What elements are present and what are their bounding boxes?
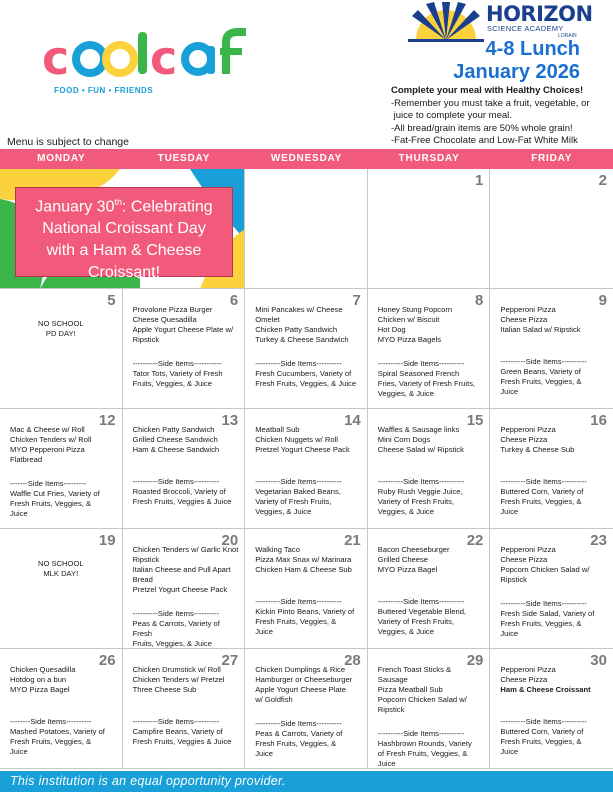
no-school-note [0,319,122,339]
side-item-line: Juice [500,747,519,756]
entree-list [500,665,597,695]
sunrise-icon [408,2,484,42]
entree-item: Cheese Salad w/ Ripstick [377,445,464,454]
promo-line: with a Ham & Cheese [46,242,202,260]
entree-list [378,665,474,715]
entree-item: Hamburger or Cheeseburger [255,675,353,684]
day-cell [368,409,491,529]
side-item-line: Ruby Rush Veggie Juice, [377,487,463,496]
entree-list [10,665,106,695]
side-items [500,357,609,397]
entree-item: Three Cheese Sub [132,685,197,694]
entree-item: Pepperoni Pizza [500,545,556,554]
day-number: 5 [107,292,116,309]
day-cell [490,169,613,289]
side-item-line: Fresh Side Salad, Variety of [500,609,595,618]
side-item-line: Variety of Fresh Fruits, [377,497,455,506]
croissant-day-banner [15,187,233,282]
day-number: 20 [221,532,239,549]
svg-text:c: c [42,31,70,84]
day-cell [0,409,123,529]
side-item-line: Fries, Variety of Fresh Fruits, [377,379,476,388]
day-number: 22 [466,532,484,549]
note-line: -Fat-Free Chocolate and Low-Fat White Milk [391,135,578,146]
day-cell [490,649,613,769]
side-items-header: ----------Side Items---------- [377,597,465,606]
day-cell [123,529,246,649]
day-number: 9 [598,292,607,309]
side-items [133,609,241,649]
entree-item: Turkey & Cheese Sub [500,445,575,454]
side-item-line: Buttered Vegetable Blend, [377,607,467,616]
side-items [500,599,609,639]
side-items-header: ----------Side Items---------- [255,477,342,486]
entree-item: Cheese Quesadilla [132,315,197,324]
entree-item: Walking Taco [255,545,300,554]
side-item-line: Fresh Fruits, Veggies, & [500,497,582,506]
day-cell [0,289,123,409]
no-school-line: PD DAY! [45,329,76,338]
side-items [255,477,363,517]
entree-item: Apple Yogurt Cheese Plate w/ [132,325,234,334]
day-number: 12 [98,412,116,429]
side-items [378,597,486,637]
entree-item: Bread [132,575,153,584]
entree-list [133,425,229,455]
day-cell [123,409,246,529]
entree-item: Chicken Tenders w/ Garlic Knot [132,545,239,554]
side-item-line: Tator Tots, Variety of Fresh [132,369,223,378]
entree-item: MYO Pizza Bagels [377,335,442,344]
day-number: 2 [598,172,607,189]
entree-item: Mac & Cheese w/ Roll [10,425,85,434]
entree-list [133,665,229,695]
entree-list [10,425,106,465]
entree-list [132,545,239,595]
side-item-line: Mashed Potatoes, Variety of [10,727,105,736]
entree-item: MYO Pizza Bagel [377,565,438,574]
side-item-line: Spiral Seasoned French [377,369,460,378]
side-item-line: Fresh Fruits, Veggies, & Juice [255,379,357,388]
entree-list [378,305,474,345]
week-row [0,289,613,409]
weekday-label: THURSDAY [398,153,460,164]
side-items [133,477,241,507]
entree-item: Mini Pancakes w/ Cheese [255,305,343,314]
side-item-line: Veggies, & Juice [377,389,434,398]
side-items [10,479,118,519]
entree-item: Chicken Dumplings & Rice [255,665,346,674]
entree-item: Italian Salad w/ Ripstick [500,325,581,334]
entree-list [500,545,597,585]
side-item-line: Fresh Fruits, Veggies, & [500,377,582,386]
day-number: 27 [221,652,239,669]
entree-item: Pepperoni Pizza [500,305,556,314]
side-item-line: Juice [255,627,273,636]
calendar-grid [0,169,613,769]
week-row [0,409,613,529]
side-item-line: Juice [377,759,396,768]
day-cell [0,529,123,649]
side-item-line: Fresh Fruits, Veggies, & [10,737,92,746]
entree-item: MYO Pizza Bagel [10,685,70,694]
brand-subtitle: SCIENCE ACADEMY [487,24,564,33]
side-items [133,359,241,389]
side-items-header: ----------Side Items---------- [132,609,220,618]
side-item-line: Fresh Fruits, Veggies, & [500,619,582,628]
entree-item: Pepperoni Pizza [500,665,556,674]
entree-item: Flatbread [10,455,43,464]
entree-item: Cheese Pizza [500,675,548,684]
day-number: 21 [344,532,361,549]
side-items-header: ----------Side Items----------- [132,359,222,368]
entree-item: MYO Pepperoni Pizza [10,445,85,454]
no-school-line: MLK DAY! [43,569,79,578]
no-school-line: NO SCHOOL [38,319,84,328]
entree-item: Meatball Sub [255,425,300,434]
side-item-line: Juice [500,507,519,516]
brand-location: LORAIN [558,33,577,39]
week-row [0,169,613,289]
day-number: 28 [344,652,361,669]
entree-item: Grilled Cheese [377,555,429,564]
side-items-header: ----------Side Items---------- [500,477,587,486]
day-number: 7 [352,292,361,309]
day-cell [123,649,246,769]
entree-item: Ripstick [132,555,160,564]
entree-item: Ham & Cheese Sandwich [132,445,220,454]
side-items-header: --------Side Items---------- [10,717,92,726]
side-items-header: ----------Side Items---------- [255,719,342,728]
side-items-header: ----------Side Items---------- [132,717,220,726]
note-line: juice to complete your meal. [391,110,512,121]
side-items [378,359,486,399]
side-item-line: Veggies, & Juice [255,507,312,516]
day-cell [368,649,491,769]
side-item-line: Fresh Fruits, Veggies & Juice [132,497,232,506]
side-item-line: Juice [500,387,519,396]
weekday-label: FRIDAY [531,153,573,164]
entree-item: Mini Corn Dogs [377,435,431,444]
side-item-line: Waffle Cut Fries, Variety of [10,489,100,498]
entree-item: Pretzel Yogurt Cheese Pack [255,445,350,454]
day-cell [0,649,123,769]
side-items-header: ----------Side Items---------- [500,599,587,608]
entree-list [255,545,351,575]
day-cell [245,649,368,769]
side-item-line: Buttered Corn, Variety of [500,487,584,496]
day-cell [490,289,613,409]
side-item-line: Fresh Fruits, Veggies, & [500,737,582,746]
side-item-line: Green Beans, Variety of [500,367,581,376]
side-items [500,717,609,757]
side-item-line: Fresh Fruits, Veggies, & [10,499,92,508]
side-items-header: -------Side Items--------- [10,479,87,488]
meal-notes [391,85,613,148]
day-number: 6 [229,292,239,309]
entree-item: Hotdog on a bun [10,675,67,684]
brand-name: HORIZON [486,2,593,26]
day-cell [368,289,491,409]
side-items-header: ----------Side Items---------- [377,477,465,486]
side-item-line: Veggies, & Juice [377,507,434,516]
day-cell [123,289,246,409]
side-items-header: ----------Side Items---------- [377,729,465,738]
entree-list [378,425,474,455]
day-number: 14 [344,412,361,429]
entree-item: Pizza Max Snax w/ Marinara [255,555,352,564]
promo-line: Croissant! [87,264,161,282]
entree-item: Chicken Ham & Cheese Sub [255,565,352,574]
day-number: 1 [475,172,484,189]
side-item-line: Juice [255,749,273,758]
side-item-line: Fresh Fruits, Veggies, & [255,617,337,626]
side-items [378,729,486,769]
promo-line: National Croissant Day [42,220,206,238]
footer-bar [0,771,613,792]
entree-item: Chicken Tenders w/ Roll [10,435,92,444]
weekday-label: MONDAY [37,153,86,164]
side-item-line: Juice [10,747,28,756]
promo-cell [0,169,245,289]
day-cell [245,409,368,529]
entree-item: Chicken Patty Sandwich [255,325,338,334]
entree-item: Turkey & Cheese Sandwich [255,335,349,344]
coolcaf-logo [40,28,260,98]
entree-item: Waffles & Sausage links [377,425,460,434]
entree-item: Chicken Quesadilla [10,665,76,674]
entree-item: Apple Yogurt Cheese Plate [255,685,346,694]
side-items [255,597,363,637]
side-items [133,717,241,747]
side-item-line: Veggies, & Juice [377,627,434,636]
entree-item: Pizza Meatball Sub [377,685,443,694]
side-item-line: Fruits, Veggies, & Juice [132,639,212,648]
side-item-line: Fresh Fruits, Veggies, & [255,739,337,748]
entree-item: Sausage [377,675,408,684]
entree-item: Cheese Pizza [500,315,548,324]
side-item-line: Juice [500,629,519,638]
no-school-line: NO SCHOOL [38,559,84,568]
side-item-line: Fresh Fruits, Veggies & Juice [132,737,232,746]
entree-list [500,305,597,335]
entree-item: Omelet [255,315,280,324]
footer-text: This institution is an equal opportunity provider. [10,774,286,788]
day-number: 19 [98,532,116,549]
entree-list [255,305,351,345]
entree-item: Popcorn Chicken Salad w/ [500,565,590,574]
day-number: 26 [98,652,116,669]
coolcaf-logo-graphic [40,28,260,84]
svg-text:c: c [150,31,178,84]
day-number: 23 [590,532,607,549]
side-item-line: Variety of Fresh Fruits, [377,617,455,626]
promo-line: January 30th: Celebrating [35,197,213,216]
logo-tagline: FOOD • FUN • FRIENDS [54,86,154,95]
entree-item: Chicken w/ Biscuit [377,315,440,324]
week-row [0,529,613,649]
side-items [255,359,363,389]
entree-item: Chicken Nuggets w/ Roll [255,435,338,444]
entree-item: Bacon Cheeseburger [377,545,450,554]
day-cell [490,409,613,529]
day-number: 8 [475,292,484,309]
side-item-line: Peas & Carrots, Variety of [255,729,343,738]
side-item-line: Vegetarian Baked Beans, [255,487,341,496]
day-number: 13 [221,412,239,429]
entree-list [255,665,351,705]
day-cell [245,289,368,409]
day-number: 16 [590,412,607,429]
entree-item: Honey Stung Popcorn [377,305,453,314]
entree-item: Pepperoni Pizza [500,425,556,434]
menu-title: 4-8 Lunch [485,38,580,60]
entree-item: Grilled Cheese Sandwich [132,435,218,444]
side-item-line: Hashbrown Rounds, Variety [377,739,472,748]
side-items-header: ----------Side Items---------- [377,359,465,368]
side-item-line: Fresh Cucumbers, Variety of [255,369,352,378]
entree-item: Italian Cheese and Pull Apart [132,565,231,574]
menu-month: January 2026 [453,61,580,83]
side-item-line: Peas & Carrots, Variety of Fresh [132,619,220,638]
entree-item: Pretzel Yogurt Cheese Pack [132,585,228,594]
side-item-line: Campfire Beans, Variety of [132,727,223,736]
entree-item: Provolone Pizza Burger [132,305,213,314]
entree-item: Chicken Patty Sandwich [132,425,215,434]
weekday-label: TUESDAY [157,153,211,164]
entree-item: Chicken Drumstick w/ Roll [132,665,221,674]
no-school-note [0,559,122,579]
entree-item: Ripstick [132,335,160,344]
entree-list [132,305,234,345]
entree-list [255,425,351,455]
side-items-header: ----------Side Items---------- [255,359,342,368]
side-item-line: Variety of Fresh Fruits, [255,497,332,506]
note-line: Complete your meal with Healthy Choices! [391,85,584,96]
note-line: -Remember you must take a fruit, vegetable, or [391,97,590,109]
note-line: -All bread/grain items are 50% whole grain! [391,122,573,134]
entree-item: Hot Dog [377,325,406,334]
entree-item: Ham & Cheese Croissant [500,685,591,694]
change-note: Menu is subject to change [7,136,129,148]
side-item-line: Buttered Corn, Variety of [500,727,584,736]
day-number: 30 [590,652,607,669]
entree-item: Ripstick [500,575,527,584]
entree-list [500,425,597,455]
entree-item: w/ Goldfish [255,695,293,704]
side-item-line: Juice [10,509,28,518]
entree-item: Popcorn Chicken Salad w/ [377,695,467,704]
side-item-line: of Fresh Fruits, Veggies, & [377,749,468,758]
side-items [378,477,486,517]
day-cell [368,529,491,649]
day-cell [368,169,491,289]
side-item-line: Roasted Broccoli, Variety of [132,487,226,496]
day-cell [245,529,368,649]
weekday-label: WEDNESDAY [270,153,343,164]
side-items-header: ----------Side Items---------- [132,477,220,486]
day-number: 15 [466,412,484,429]
entree-item: French Toast Sticks & [377,665,452,674]
side-items [10,717,118,757]
entree-item: Cheese Pizza [500,555,548,564]
entree-item: Cheese Pizza [500,435,548,444]
side-item-line: Kickin Pinto Beans, Variety of [255,607,355,616]
side-item-line: Fruits, Veggies, & Juice [132,379,212,388]
day-number: 29 [466,652,484,669]
weekday-header [0,149,613,169]
side-items-header: ----------Side Items---------- [500,717,587,726]
day-cell [245,169,368,289]
day-cell [490,529,613,649]
week-row [0,649,613,769]
side-items [255,719,363,759]
side-items-header: ----------Side Items---------- [500,357,587,366]
entree-item: Chicken Tenders w/ Pretzel [132,675,225,684]
entree-list [378,545,474,575]
side-items [500,477,609,517]
side-items-header: ----------Side Items---------- [255,597,342,606]
entree-item: Ripstick [377,705,405,714]
